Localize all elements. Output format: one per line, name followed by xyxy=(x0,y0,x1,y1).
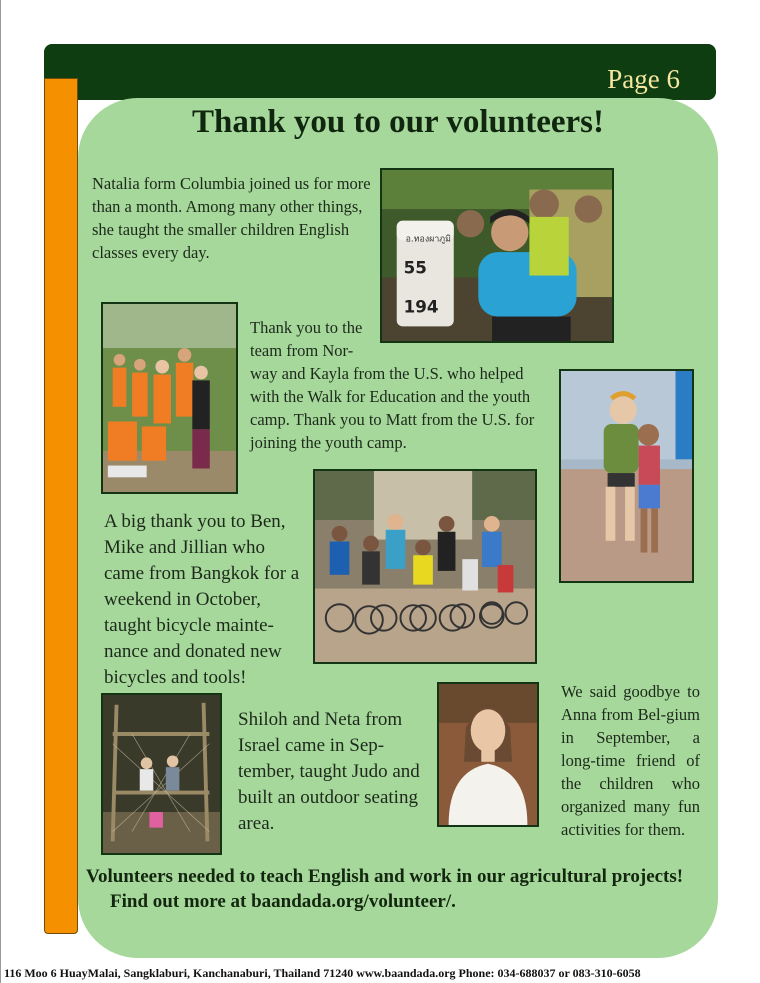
footer-address: 116 Moo 6 HuayMalai, Sangklaburi, Kanchanaburi, Thailand 71240 www.baandada.org Phone: 034-688037 or 083-310-6058 xyxy=(4,966,641,980)
israel-text: Shiloh and Neta from Israel came in Sep-tember, taught Judo and built an outdoor seating area. xyxy=(238,709,420,834)
photo-anna-portrait xyxy=(437,682,539,827)
page-left-border xyxy=(0,0,1,983)
natalia-text: Natalia form Columbia joined us for more than a month. Among many other things, she taught the smaller children English classes every day. xyxy=(92,174,371,262)
norway-text: way and Kayla from the U.S. who helped with the Walk for Education and the youth camp. Thank you to Matt from the U.S. for joining the youth camp. xyxy=(250,364,535,452)
norway-text-line1: Thank you to the xyxy=(250,318,363,337)
page-number: Page 6 xyxy=(607,64,680,94)
volunteer-call-to-action xyxy=(78,864,718,914)
marker-number-194: 194 xyxy=(403,297,439,317)
photo-outdoor-seating xyxy=(101,693,222,855)
photo-norway-team xyxy=(101,302,238,494)
bangkok-text: A big thank you to Ben, Mike and Jillian who came from Bangkok for a weekend in October, taught bicycle mainte-nance and donated new bicycles and tools! xyxy=(104,511,300,688)
anna-text: We said goodbye to Anna from Bel-gium in September, a long-time friend of the children who organized many fun activities for them. xyxy=(561,682,700,839)
photo-volunteer-with-boy xyxy=(559,369,694,583)
cta-line-1: Volunteers needed to teach English and work in our agricultural projects! xyxy=(86,866,684,887)
norway-text-line2: team from Nor- xyxy=(250,341,354,360)
cta-line-2: Find out more at baandada.org/volunteer/. xyxy=(110,891,456,912)
photo-natalia-marker xyxy=(380,168,614,343)
svg-text:อ.ทองผาภูมิ: อ.ทองผาภูมิ xyxy=(405,234,451,245)
photo-bicycles-group xyxy=(313,469,537,664)
marker-number-55: 55 xyxy=(403,258,427,278)
orange-side-bar xyxy=(44,78,78,934)
page-title: Thank you to our volunteers! xyxy=(192,104,604,140)
